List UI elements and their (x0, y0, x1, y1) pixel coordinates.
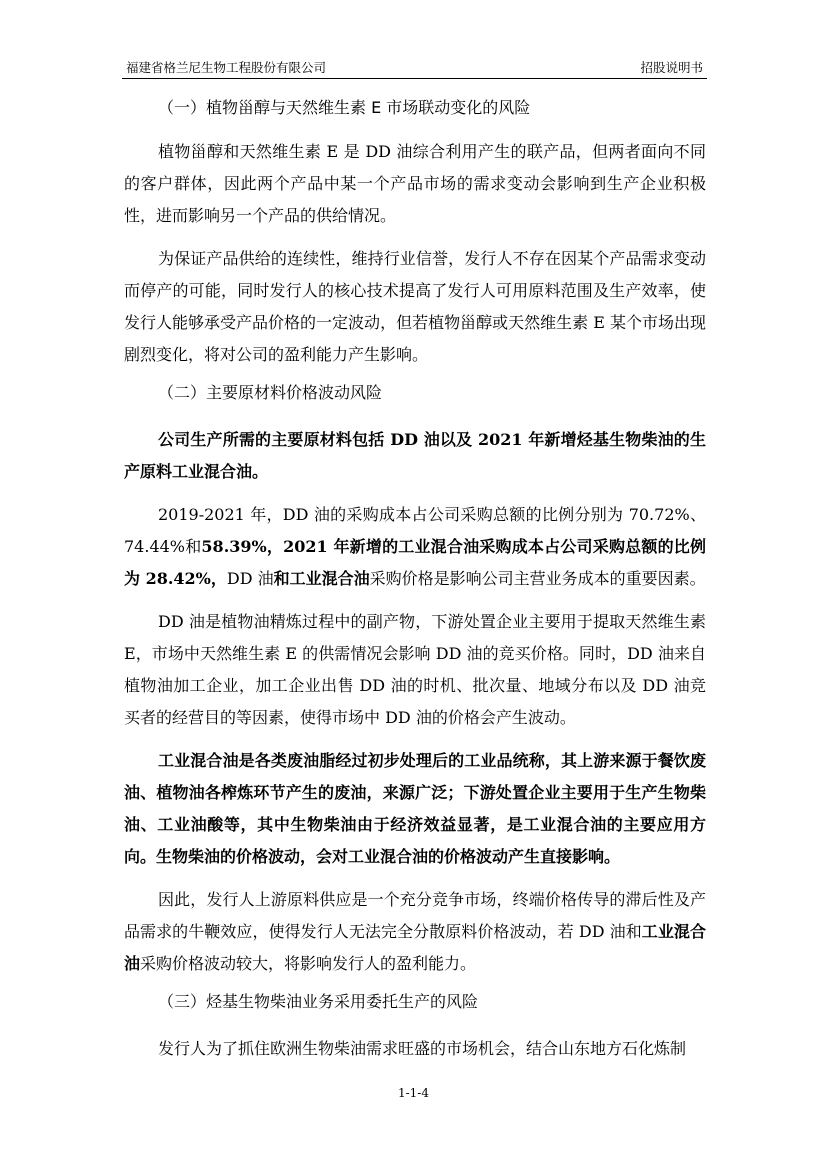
bold-paragraph: 工业混合油是各类废油脂经过初步处理后的工业品统称，其上游来源于餐饮废油、植物油各榨炼环节产生的废油，来源广泛；下游处置企业主要用于生产生物柴油、工业油酸等，其中生物柴油由于经济效益显著，是工业混合油的主要应用方向。生物柴油的价格波动，会对工业混合油的价格波动产生直接影响。 (124, 751, 706, 866)
bold-text-run: 58.39%，2021 年新增的工业混合油采购成本占公司采购总额的比例为 28.42%， (124, 537, 706, 588)
text-run: 采购价格是影响公司主营业务成本的重要因素。 (369, 569, 706, 588)
text-run: 2019-2021 年，DD 油的采购成本占公司采购总额的比例分别为 70.72%、74.44%和 (124, 505, 706, 556)
section-heading-1: （一）植物甾醇与天然维生素 E 市场联动变化的风险 (158, 98, 531, 117)
paragraph: DD 油是植物油精炼过程中的副产物，下游处置企业主要用于提取天然维生素 E，市场中天然维生素 E 的供需情况会影响 DD 油的竞买价格。同时，DD 油来自植物油加工企业，加工企业出售 DD 油的时机、批次量、地域分布以及 DD 油竞买者的经营目的等因素，使得市场中 DD 油的价格会产生波动。 (124, 612, 706, 727)
bold-paragraph: 公司生产所需的主要原材料包括 DD 油以及 2021 年新增烃基生物柴油的生产原料工业混合油。 (124, 430, 706, 481)
text-run: 采购价格波动较大，将影响发行人的盈利能力。 (140, 954, 477, 973)
text-run: DD 油 (226, 569, 274, 588)
paragraph (124, 884, 706, 980)
paragraph: 植物甾醇和天然维生素 E 是 DD 油综合利用产生的联产品，但两者面向不同的客户群体，因此两个产品中某一个产品市场的需求变动会影响到生产企业积极性，进而影响另一个产品的供给情况。 (124, 142, 706, 225)
company-name: 福建省格兰尼生物工程股份有限公司 (126, 60, 327, 75)
document-type: 招股说明书 (640, 60, 703, 75)
section-heading-2: （二）主要原材料价格波动风险 (158, 383, 383, 402)
page-header (122, 56, 707, 79)
paragraph: 发行人为了抓住欧洲生物柴油需求旺盛的市场机会，结合山东地方石化炼制 (158, 1039, 687, 1058)
paragraph: 为保证产品供给的连续性，维持行业信誉，发行人不存在因某个产品需求变动而停产的可能，同时发行人的核心技术提高了发行人可用原料范围及生产效率，使发行人能够承受产品价格的一定波动，但若植物甾醇或天然维生素 E 某个市场出现剧烈变化，将对公司的盈利能力产生影响。 (124, 249, 706, 364)
section-heading-3: （三）烃基生物柴油业务采用委托生产的风险 (158, 992, 479, 1011)
page-content (124, 97, 706, 1076)
text-run: 因此，发行人上游原料供应是一个充分竞争市场，终端价格传导的滞后性及产品需求的牛鞭效应，使得发行人无法完全分散原料价格波动，若 DD 油和 (124, 890, 706, 941)
bold-text-run: 和工业混合油 (273, 569, 370, 588)
bold-text-run: 工业混合油 (124, 922, 706, 973)
page-number: 1-1-4 (397, 1086, 429, 1100)
paragraph (124, 499, 706, 595)
